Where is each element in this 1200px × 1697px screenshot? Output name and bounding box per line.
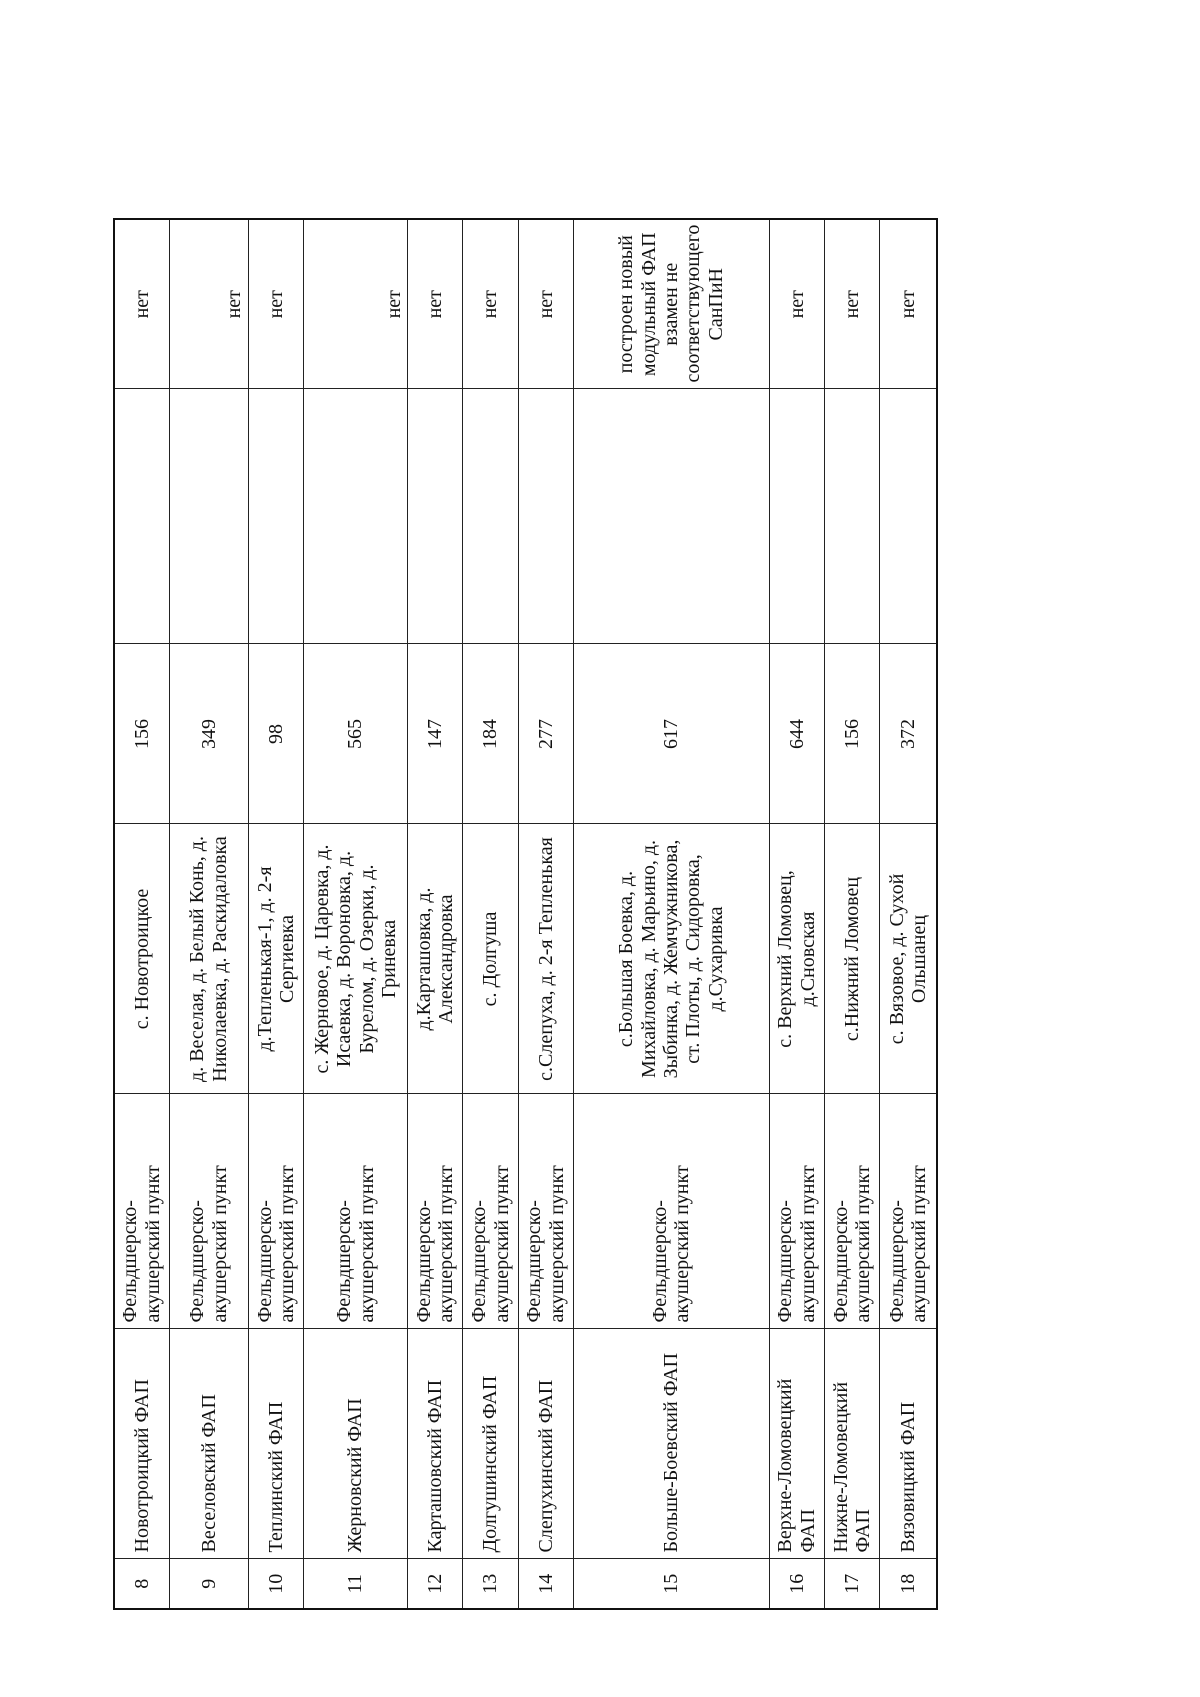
population: 147 — [408, 644, 463, 824]
row-number: 9 — [169, 1559, 248, 1609]
note: нет — [518, 219, 573, 389]
table-row — [304, 219, 408, 1609]
table-row — [248, 219, 303, 1609]
population: 98 — [248, 644, 303, 824]
service-area: д.Карташовка, д. Александровка — [408, 824, 463, 1094]
empty-cell — [304, 389, 408, 644]
service-area: с. Верхний Ломовец, д.Сновская — [769, 824, 824, 1094]
table-row — [114, 219, 169, 1609]
fap-name: Долгушинский ФАП — [463, 1329, 518, 1559]
fap-name: Жерновский ФАП — [304, 1329, 408, 1559]
rotated-page — [113, 220, 938, 1610]
service-area: с. Долгуша — [463, 824, 518, 1094]
empty-cell — [573, 389, 769, 644]
note: нет — [304, 219, 408, 389]
facility-type: Фельдшерско-акушерский пункт — [463, 1094, 518, 1329]
population: 644 — [769, 644, 824, 824]
empty-cell — [880, 389, 937, 644]
row-number: 13 — [463, 1559, 518, 1609]
facility-type: Фельдшерско-акушерский пункт — [824, 1094, 879, 1329]
service-area: с.Большая Боевка, д. Михайловка, д. Марьино, д. Зыбинка, д. Жемчужникова, ст. Плоты, д. Сидоровка, д.Сухаривка — [573, 824, 769, 1094]
population: 565 — [304, 644, 408, 824]
fap-name: Теплинский ФАП — [248, 1329, 303, 1559]
population: 617 — [573, 644, 769, 824]
empty-cell — [408, 389, 463, 644]
note: нет — [824, 219, 879, 389]
fap-table — [113, 218, 938, 1610]
population: 156 — [114, 644, 169, 824]
empty-cell — [769, 389, 824, 644]
empty-cell — [248, 389, 303, 644]
table-row — [769, 219, 824, 1609]
facility-type: Фельдшерско-акушерский пункт — [880, 1094, 937, 1329]
empty-cell — [169, 389, 248, 644]
row-number: 15 — [573, 1559, 769, 1609]
note: построен новый модульный ФАП взамен не соответствующего СанПиН — [573, 219, 769, 389]
service-area: с. Новотроицкое — [114, 824, 169, 1094]
population: 184 — [463, 644, 518, 824]
row-number: 16 — [769, 1559, 824, 1609]
table-row — [573, 219, 769, 1609]
fap-name: Веселовский ФАП — [169, 1329, 248, 1559]
population: 277 — [518, 644, 573, 824]
table-row — [824, 219, 879, 1609]
row-number: 11 — [304, 1559, 408, 1609]
facility-type: Фельдшерско-акушерский пункт — [573, 1094, 769, 1329]
row-number: 17 — [824, 1559, 879, 1609]
row-number: 8 — [114, 1559, 169, 1609]
facility-type: Фельдшерско-акушерский пункт — [169, 1094, 248, 1329]
service-area: с. Вязовое, д. Сухой Ольшанец — [880, 824, 937, 1094]
facility-type: Фельдшерско-акушерский пункт — [304, 1094, 408, 1329]
service-area: д.Тепленькая-1, д. 2-я Сергиевка — [248, 824, 303, 1094]
facility-type: Фельдшерско-акушерский пункт — [408, 1094, 463, 1329]
empty-cell — [463, 389, 518, 644]
facility-type: Фельдшерско-акушерский пункт — [114, 1094, 169, 1329]
note: нет — [248, 219, 303, 389]
facility-type: Фельдшерско-акушерский пункт — [769, 1094, 824, 1329]
note: нет — [114, 219, 169, 389]
fap-name: Карташовский ФАП — [408, 1329, 463, 1559]
table-row — [518, 219, 573, 1609]
service-area: д. Веселая, д. Белый Конь, д. Николаевка, д. Раскидаловка — [169, 824, 248, 1094]
fap-name: Нижне-Ломовецкий ФАП — [824, 1329, 879, 1559]
row-number: 12 — [408, 1559, 463, 1609]
fap-name: Верхне-Ломовецкий ФАП — [769, 1329, 824, 1559]
service-area: с. Жерновое, д. Царевка, д. Исаевка, д. Вороновка, д. Бурелом, д. Озерки, д. Гриневка — [304, 824, 408, 1094]
service-area: с.Нижний Ломовец — [824, 824, 879, 1094]
fap-name: Новотроицкий ФАП — [114, 1329, 169, 1559]
population: 156 — [824, 644, 879, 824]
table-row — [880, 219, 937, 1609]
fap-name: Больше-Боевский ФАП — [573, 1329, 769, 1559]
row-number: 14 — [518, 1559, 573, 1609]
table-row — [169, 219, 248, 1609]
facility-type: Фельдшерско-акушерский пункт — [518, 1094, 573, 1329]
table-row — [463, 219, 518, 1609]
row-number: 18 — [880, 1559, 937, 1609]
table-row — [408, 219, 463, 1609]
note: нет — [769, 219, 824, 389]
fap-name: Вязовицкий ФАП — [880, 1329, 937, 1559]
note: нет — [408, 219, 463, 389]
empty-cell — [824, 389, 879, 644]
note: нет — [169, 219, 248, 389]
population: 372 — [880, 644, 937, 824]
empty-cell — [518, 389, 573, 644]
note: нет — [880, 219, 937, 389]
fap-name: Слепухинский ФАП — [518, 1329, 573, 1559]
empty-cell — [114, 389, 169, 644]
note: нет — [463, 219, 518, 389]
facility-type: Фельдшерско-акушерский пункт — [248, 1094, 303, 1329]
population: 349 — [169, 644, 248, 824]
service-area: с.Слепуха, д. 2-я Тепленькая — [518, 824, 573, 1094]
row-number: 10 — [248, 1559, 303, 1609]
